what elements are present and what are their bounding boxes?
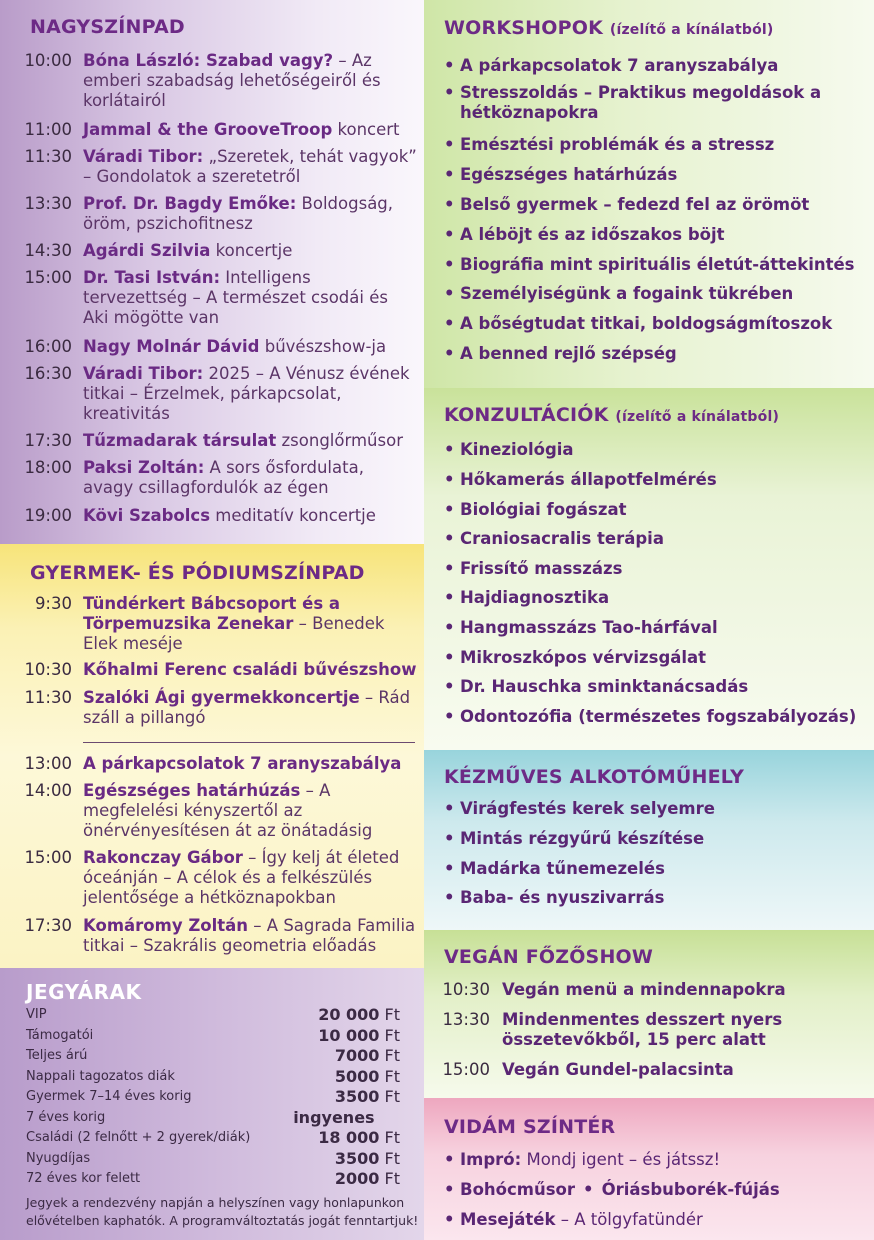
schedule-title: Váradi Tibor: (83, 147, 204, 166)
price-unit: Ft (379, 1087, 400, 1106)
schedule-time: 13:30 (24, 194, 72, 213)
schedule-description (83, 754, 418, 774)
list-item: • Biográfia mint spirituális életút-áttekintés (444, 255, 866, 275)
price-unit: Ft (379, 1025, 400, 1045)
schedule-time: 11:30 (24, 688, 72, 707)
workshopok-subtitle: (ízelítő a kínálatból) (609, 22, 774, 38)
vegan-panel (424, 930, 874, 1098)
schedule-title: Dr. Tasi István: (83, 268, 221, 287)
schedule-title: Tűzmadarak társulat (83, 431, 277, 450)
schedule-title: Kövi Szabolcs (83, 506, 211, 525)
list-item: • Madárka tűnemezelés (444, 859, 866, 879)
kezmuves-title: KÉZMŰVES ALKOTÓMŰHELY (444, 766, 745, 788)
list-item: • Frissítő masszázs (444, 559, 866, 579)
price-unit: Ft (379, 1046, 400, 1065)
schedule-time: 13:00 (24, 754, 72, 773)
list-item: • A benned rejlő szépség (444, 344, 866, 364)
vidam-item (444, 1180, 866, 1200)
schedule-title: Kőhalmi Ferenc családi bűvészshow (83, 660, 417, 679)
price-label: Támogatói (26, 1027, 94, 1043)
price-value (335, 1169, 400, 1189)
schedule-divider (83, 742, 415, 743)
schedule-time: 17:30 (24, 431, 72, 450)
price-value (335, 1046, 400, 1066)
price-value (335, 1149, 400, 1169)
schedule-detail: – A megfelelési kényszertől az önérvényesítésen át az önátadásig (83, 781, 373, 840)
schedule-description (83, 458, 418, 498)
schedule-detail: koncertje (210, 241, 293, 260)
list-item: • Emésztési problémák és a stressz (444, 135, 866, 155)
schedule-time: 15:00 (24, 848, 72, 867)
price-label: 72 éves kor felett (26, 1171, 141, 1186)
price-unit (375, 1108, 400, 1127)
schedule-time: 16:30 (24, 364, 72, 383)
schedule-description (83, 506, 418, 526)
workshopok-title (444, 17, 774, 39)
konzultaciok-subtitle: (ízelítő a kínálatból) (615, 409, 780, 425)
list-item: • Hangmasszázs Tao-hárfával (444, 618, 866, 638)
price-label: Nappali tagozatos diák (26, 1068, 175, 1084)
schedule-time: 16:00 (24, 337, 72, 356)
schedule-time: 15:00 (24, 268, 72, 287)
schedule-description (83, 51, 418, 111)
workshopok-title-text: WORKSHOPOK (444, 17, 604, 39)
price-value (335, 1067, 400, 1087)
vidam-item (444, 1210, 866, 1230)
schedule-detail: Boldogság, öröm, pszichofitnesz (83, 194, 394, 233)
schedule-description (83, 916, 418, 956)
schedule-title: A párkapcsolatok 7 aranyszabálya (83, 754, 402, 773)
schedule-description (83, 120, 418, 140)
list-item: • Hajdiagnosztika (444, 588, 866, 608)
schedule-detail: Intelligens tervezettség – A természet csodái és Aki mögötte van (83, 268, 388, 327)
list-item: • Kineziológia (444, 440, 866, 460)
schedule-title: Váradi Tibor: (83, 364, 204, 383)
price-label: 7 éves korig (26, 1109, 106, 1125)
gyermek-panel (0, 544, 424, 968)
price-amount: 20 000 (318, 1005, 380, 1024)
list-item: • Virágfestés kerek selyemre (444, 799, 866, 819)
list-item: • Belső gyermek – fedezd fel az örömöt (444, 195, 866, 215)
nagyszinpad-panel (0, 0, 424, 544)
schedule-detail: koncert (332, 120, 400, 139)
schedule-time: 9:30 (34, 594, 72, 613)
schedule-title: Jammal & the GrooveTroop (83, 120, 333, 139)
price-amount: 5000 (334, 1066, 380, 1086)
schedule-time: 11:30 (24, 147, 72, 166)
price-amount: 3500 (334, 1087, 380, 1106)
vidam-item-title: Bohócműsor (460, 1180, 576, 1199)
list-item: • Egészséges határhúzás (444, 165, 866, 185)
price-amount: 3500 (334, 1148, 380, 1168)
vegan-title-text: Vegán menü a mindennapokra (502, 980, 786, 999)
schedule-detail: – Az emberi szabadság lehetőségeiről és korlátairól (83, 51, 381, 110)
list-item: • Dr. Hauschka sminktanácsadás (444, 677, 866, 697)
price-label: VIP (26, 1007, 47, 1022)
price-value (318, 1128, 400, 1148)
vidam-item (444, 1150, 866, 1170)
konzultaciok-title (444, 404, 779, 426)
schedule-description (83, 337, 418, 357)
price-unit: Ft (379, 1066, 400, 1086)
vegan-time: 13:30 (442, 1010, 490, 1029)
list-item: • Mikroszkópos vérvizsgálat (444, 648, 866, 668)
schedule-description (83, 431, 418, 451)
price-amount: 2000 (334, 1169, 380, 1188)
kezmuves-panel (424, 750, 874, 930)
schedule-description (83, 268, 418, 328)
schedule-title: Bóna László: Szabad vagy? (83, 51, 334, 70)
price-label: Nyugdíjas (26, 1150, 91, 1166)
schedule-detail: – Benedek Elek meséje (83, 614, 385, 653)
schedule-time: 17:30 (24, 916, 72, 935)
schedule-time: 18:00 (24, 458, 72, 477)
price-amount: 10 000 (318, 1025, 380, 1045)
schedule-time: 10:00 (24, 51, 72, 70)
schedule-time: 11:00 (24, 120, 72, 139)
list-item: • A léböjt és az időszakos böjt (444, 225, 866, 245)
schedule-description (83, 241, 418, 261)
schedule-detail: – A Sagrada Familia titkai – Szakrális geometria előadás (83, 916, 416, 955)
list-item: • Biológiai fogászat (444, 500, 866, 520)
price-unit: Ft (379, 1005, 400, 1024)
list-item: • A párkapcsolatok 7 aranyszabálya (444, 56, 866, 76)
price-unit: Ft (379, 1169, 400, 1188)
schedule-detail: – Így kelj át életed óceánján – A célok és a felkészülés jelentősége a hétköznapokban (83, 848, 400, 907)
schedule-title: Rakonczay Gábor (83, 848, 243, 867)
price-label: Teljes árú (26, 1048, 88, 1063)
vidam-item-title-2: Óriásbuborék-fújás (601, 1180, 780, 1199)
schedule-title: Komáromy Zoltán (83, 916, 249, 935)
workshopok-panel (424, 0, 874, 388)
list-item: • Személyiségünk a fogaink tükrében (444, 284, 866, 304)
nagyszinpad-title: NAGYSZÍNPAD (30, 16, 185, 38)
schedule-title: Egészséges határhúzás (83, 781, 301, 800)
schedule-description (83, 688, 418, 728)
vidam-title: VIDÁM SZÍNTÉR (444, 1116, 616, 1138)
vidam-item-title: Impró: (460, 1150, 522, 1169)
schedule-detail: A sors ősfordulata, avagy csillagfordulók az égen (83, 458, 364, 497)
price-amount: ingyenes (293, 1107, 375, 1127)
price-amount: 18 000 (318, 1128, 380, 1147)
vidam-item-title: Mesejáték (460, 1210, 556, 1229)
schedule-description (83, 147, 418, 187)
price-unit: Ft (379, 1148, 400, 1168)
vidam-item-detail: – A tölgyfatündér (555, 1210, 703, 1229)
schedule-detail: „Szeretek, tehát vagyok” – Gondolatok a szeretetről (83, 147, 417, 186)
vegan-title-text: Mindenmentes desszert nyers összetevőkből, 15 perc alatt (502, 1010, 783, 1049)
konzultaciok-title-text: KONZULTÁCIÓK (444, 404, 609, 426)
schedule-description (83, 781, 418, 841)
schedule-time: 19:00 (24, 506, 72, 525)
price-value (318, 1005, 400, 1025)
schedule-title: Tündérkert Bábcsoport és a Törpemuzsika Zenekar (83, 594, 341, 633)
schedule-detail: zsonglőrműsor (276, 431, 403, 450)
schedule-title: Nagy Molnár Dávid (83, 337, 260, 356)
list-item: • Mintás rézgyűrű készítése (444, 829, 866, 849)
schedule-time: 14:00 (24, 781, 72, 800)
schedule-description (83, 660, 418, 680)
price-value (293, 1108, 400, 1128)
list-item: • A bőségtudat titkai, boldogságmítoszok (444, 314, 866, 334)
vegan-time: 15:00 (442, 1060, 490, 1079)
list-item: • Hőkamerás állapotfelmérés (444, 470, 866, 490)
schedule-title: Agárdi Szilvia (83, 241, 211, 260)
schedule-detail: meditatív koncertje (210, 506, 376, 525)
schedule-title: Prof. Dr. Bagdy Emőke: (83, 194, 297, 213)
vidam-panel (424, 1098, 874, 1240)
schedule-time: 10:30 (24, 660, 72, 679)
list-item: • Baba- és nyuszivarrás (444, 888, 866, 908)
price-label: Családi (2 felnőtt + 2 gyerek/diák) (26, 1130, 251, 1145)
vegan-title: VEGÁN FŐZŐSHOW (444, 946, 654, 968)
schedule-description (83, 594, 418, 654)
price-unit: Ft (379, 1128, 400, 1147)
schedule-detail: – Rád száll a pillangó (83, 688, 411, 727)
price-label: Gyermek 7–14 éves korig (26, 1089, 192, 1104)
price-value (335, 1087, 400, 1107)
konzultaciok-panel (424, 388, 874, 750)
list-item: • Stresszoldás – Praktikus megoldások a hétköznapokra (444, 83, 866, 123)
schedule-detail: bűvészshow-ja (259, 337, 387, 356)
list-item: • Odontozófia (természetes fogszabályozás) (444, 707, 866, 727)
vidam-separator: • (583, 1180, 594, 1199)
schedule-time: 14:30 (24, 241, 72, 260)
schedule-description (83, 848, 418, 908)
vegan-title-text: Vegán Gundel-palacsinta (502, 1060, 734, 1079)
schedule-description (83, 194, 418, 234)
vegan-time: 10:30 (442, 980, 490, 999)
list-item: • Craniosacralis terápia (444, 529, 866, 549)
gyermek-title: GYERMEK- ÉS PÓDIUMSZÍNPAD (30, 562, 365, 584)
price-value (318, 1026, 400, 1046)
jegyarak-title: JEGYÁRAK (26, 980, 142, 1004)
schedule-title: Szalóki Ági gyermekkoncertje (83, 688, 360, 707)
jegyarak-panel (0, 968, 424, 1240)
jegyarak-note: Jegyek a rendezvény napján a helyszínen vagy honlapunkon elővételben kaphatók. A programváltoztatás jogát fenntartjuk! (26, 1195, 419, 1228)
vidam-item-detail: Mondj igent – és játssz! (521, 1150, 721, 1169)
price-amount: 7000 (334, 1046, 380, 1065)
schedule-detail: 2025 – A Vénusz évének titkai – Érzelmek, párkapcsolat, kreativitás (83, 364, 410, 423)
schedule-description (83, 364, 418, 424)
schedule-title: Paksi Zoltán: (83, 458, 205, 477)
